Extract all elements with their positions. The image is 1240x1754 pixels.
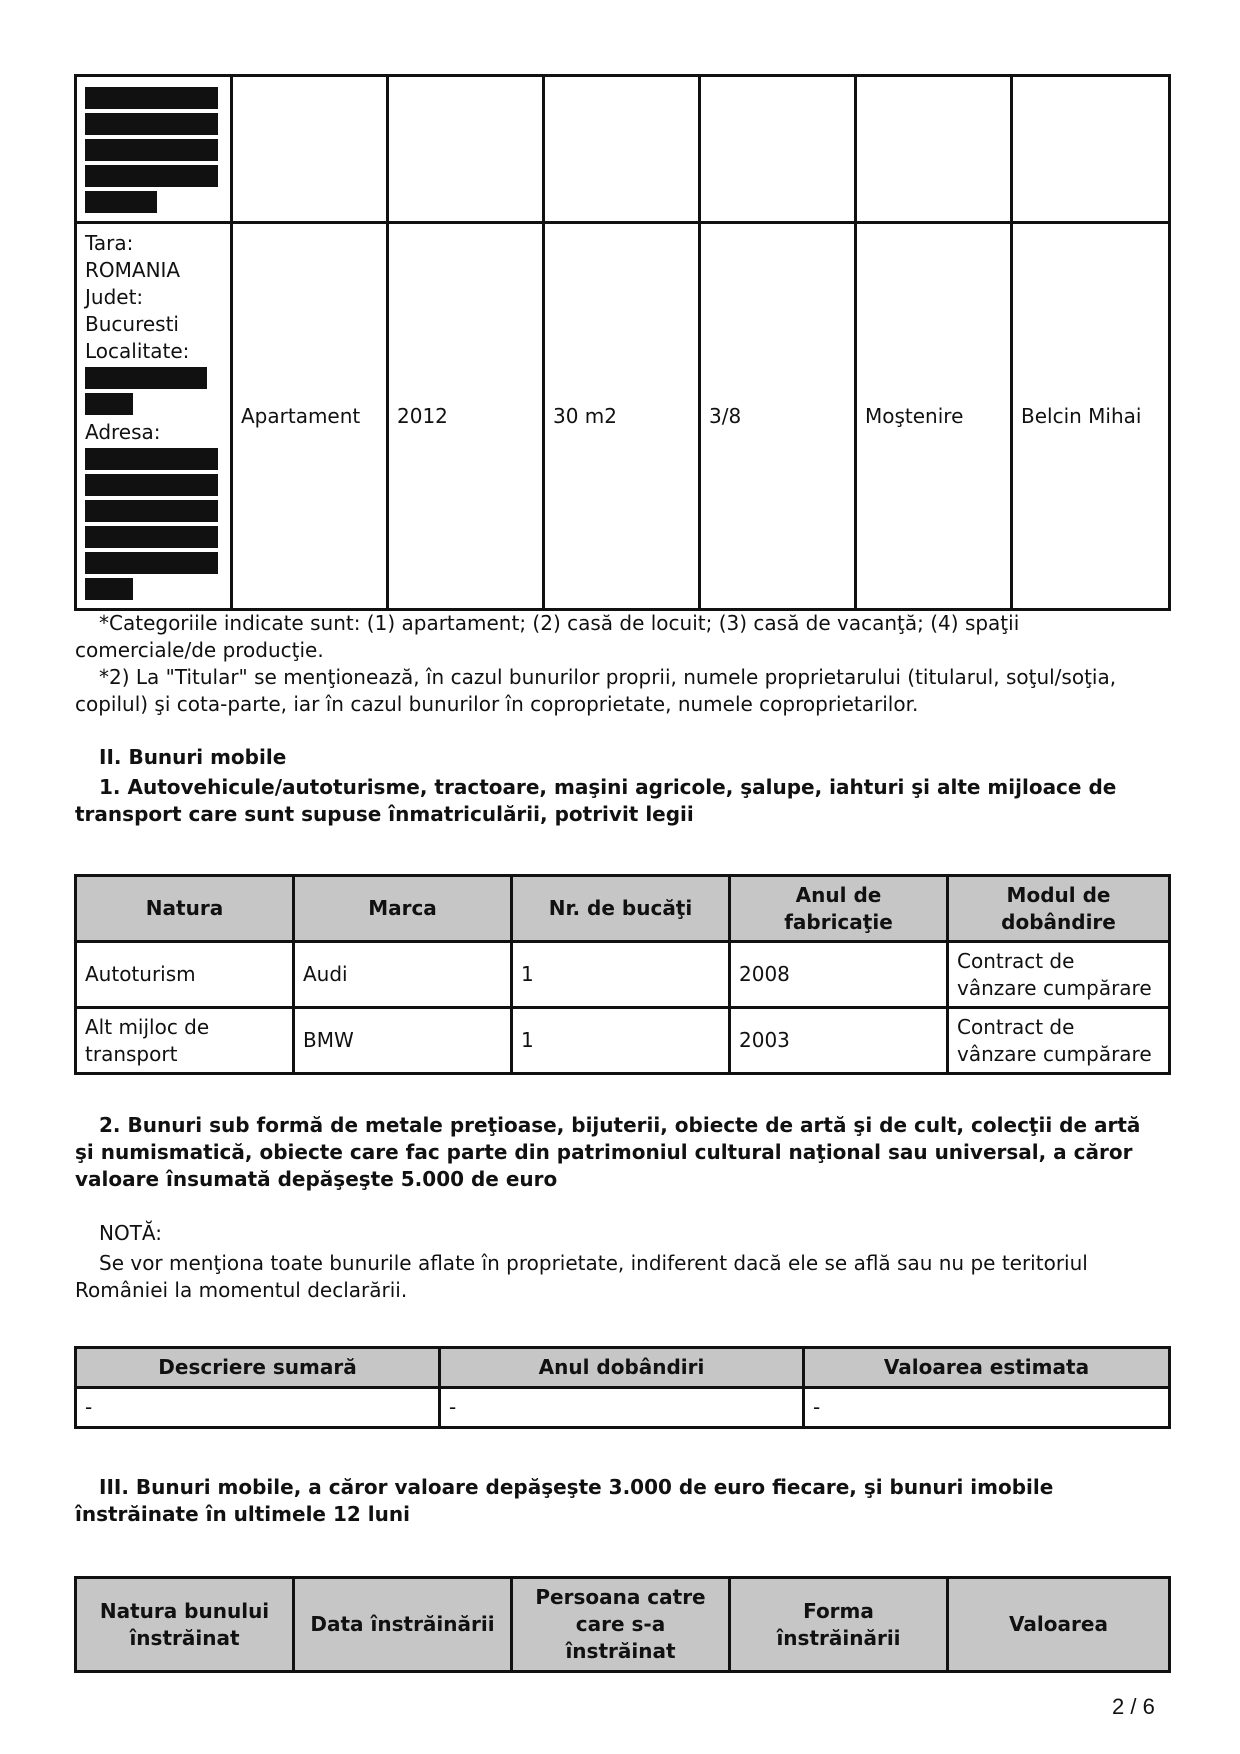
property-row-2 bbox=[76, 223, 1170, 610]
property-row-1 bbox=[76, 76, 1170, 223]
address-label: Adresa: bbox=[85, 420, 161, 444]
property-table bbox=[74, 74, 1171, 611]
alienated-assets-table bbox=[74, 1576, 1171, 1673]
table-cell bbox=[232, 76, 388, 223]
column-header: Persoana catre care s-a înstrăinat bbox=[512, 1578, 730, 1672]
table-cell bbox=[388, 76, 544, 223]
table-cell: 2003 bbox=[730, 1008, 948, 1074]
table-cell bbox=[700, 76, 856, 223]
redaction-bar bbox=[85, 500, 218, 522]
redaction-bar bbox=[85, 526, 218, 548]
redaction-bar bbox=[85, 578, 133, 600]
column-header: Data înstrăinării bbox=[294, 1578, 512, 1672]
redacted-address-cell bbox=[76, 76, 232, 223]
redaction-bar bbox=[85, 552, 218, 574]
alienated-header-row bbox=[76, 1578, 1170, 1672]
address-cell bbox=[76, 223, 232, 610]
category-cell: Apartament bbox=[232, 223, 388, 610]
table-cell: - bbox=[804, 1388, 1170, 1428]
section-2-subheading-1: 1. Autovehicule/autoturisme, tractoare, maşini agricole, şalupe, iahturi şi alte mijloace de transport care sunt supuse înmatriculării, potrivit legii bbox=[75, 775, 1117, 826]
table-cell: - bbox=[76, 1388, 440, 1428]
table-cell: 1 bbox=[512, 1008, 730, 1074]
address-line: Localitate: bbox=[85, 339, 190, 363]
table-cell bbox=[544, 76, 700, 223]
area-cell: 30 m2 bbox=[544, 223, 700, 610]
page-number: 2 / 6 bbox=[1112, 1694, 1155, 1719]
share-cell: 3/8 bbox=[700, 223, 856, 610]
column-header: Anul dobândiri bbox=[440, 1348, 804, 1388]
acquisition-cell: Moştenire bbox=[856, 223, 1012, 610]
redaction-bar bbox=[85, 113, 218, 135]
column-header: Modul de dobândire bbox=[948, 876, 1170, 942]
column-header: Descriere sumară bbox=[76, 1348, 440, 1388]
column-header: Natura bunului înstrăinat bbox=[76, 1578, 294, 1672]
section-2-subheading-2: 2. Bunuri sub formă de metale preţioase, bijuterii, obiecte de artă şi de cult, colecţii de artă şi numismatică, obiecte care fac parte din patrimoniul cultural naţional sau universal, a căror valoare însumată depăşeşte 5.000 de euro bbox=[75, 1113, 1141, 1191]
redaction-bar bbox=[85, 474, 218, 496]
table-cell: Contract de vânzare cumpărare bbox=[948, 1008, 1170, 1074]
redaction-bar bbox=[85, 165, 218, 187]
vehicles-table bbox=[74, 874, 1171, 1075]
column-header: Forma înstrăinării bbox=[730, 1578, 948, 1672]
section-3-heading: III. Bunuri mobile, a căror valoare depăşeşte 3.000 de euro fiecare, şi bunuri imobile înstrăinate în ultimele 12 luni bbox=[75, 1475, 1054, 1526]
column-header: Valoarea estimata bbox=[804, 1348, 1170, 1388]
table-row bbox=[76, 1388, 1170, 1428]
redaction-bar bbox=[85, 139, 218, 161]
redaction-bar bbox=[85, 393, 133, 415]
vehicles-header-row bbox=[76, 876, 1170, 942]
redaction-bar bbox=[85, 448, 218, 470]
address-line: ROMANIA bbox=[85, 258, 181, 282]
table-cell: 2008 bbox=[730, 942, 948, 1008]
table-cell: 1 bbox=[512, 942, 730, 1008]
owner-cell: Belcin Mihai bbox=[1012, 223, 1170, 610]
nota-text: Se vor menţiona toate bunurile aflate în proprietate, indiferent dacă ele se află sau nu pe teritoriul României la momentul declarării. bbox=[75, 1251, 1088, 1302]
column-header: Valoarea bbox=[948, 1578, 1170, 1672]
table-cell: BMW bbox=[294, 1008, 512, 1074]
table-cell bbox=[1012, 76, 1170, 223]
address-line: Judet: bbox=[85, 285, 144, 309]
table-cell: Contract de vânzare cumpărare bbox=[948, 942, 1170, 1008]
column-header: Natura bbox=[76, 876, 294, 942]
column-header: Nr. de bucăţi bbox=[512, 876, 730, 942]
section-2-heading: II. Bunuri mobile bbox=[99, 745, 287, 769]
redaction-bar bbox=[85, 367, 207, 389]
address-line: Tara: bbox=[85, 231, 134, 255]
address-line: Bucuresti bbox=[85, 312, 179, 336]
footnote-titular: *2) La "Titular" se menţionează, în cazul bunurilor proprii, numele proprietarului (titularul, soţul/soţia, copilul) şi cota-parte, iar în cazul bunurilor în coproprietate, numele coproprietarilor. bbox=[75, 665, 1117, 716]
column-header: Marca bbox=[294, 876, 512, 942]
redaction-bar bbox=[85, 191, 157, 213]
table-cell: Alt mijloc de transport bbox=[76, 1008, 294, 1074]
footnote-categories: *Categoriile indicate sunt: (1) apartament; (2) casă de locuit; (3) casă de vacanţă; (4) spaţii comerciale/de producţie. bbox=[75, 611, 1020, 662]
nota-label: NOTĂ: bbox=[99, 1221, 162, 1245]
table-cell bbox=[856, 76, 1012, 223]
redaction-bar bbox=[85, 87, 218, 109]
valuables-table bbox=[74, 1346, 1171, 1429]
year-cell: 2012 bbox=[388, 223, 544, 610]
table-row bbox=[76, 942, 1170, 1008]
table-cell: - bbox=[440, 1388, 804, 1428]
table-row bbox=[76, 1008, 1170, 1074]
table-cell: Autoturism bbox=[76, 942, 294, 1008]
column-header: Anul de fabricaţie bbox=[730, 876, 948, 942]
table-cell: Audi bbox=[294, 942, 512, 1008]
valuables-header-row bbox=[76, 1348, 1170, 1388]
